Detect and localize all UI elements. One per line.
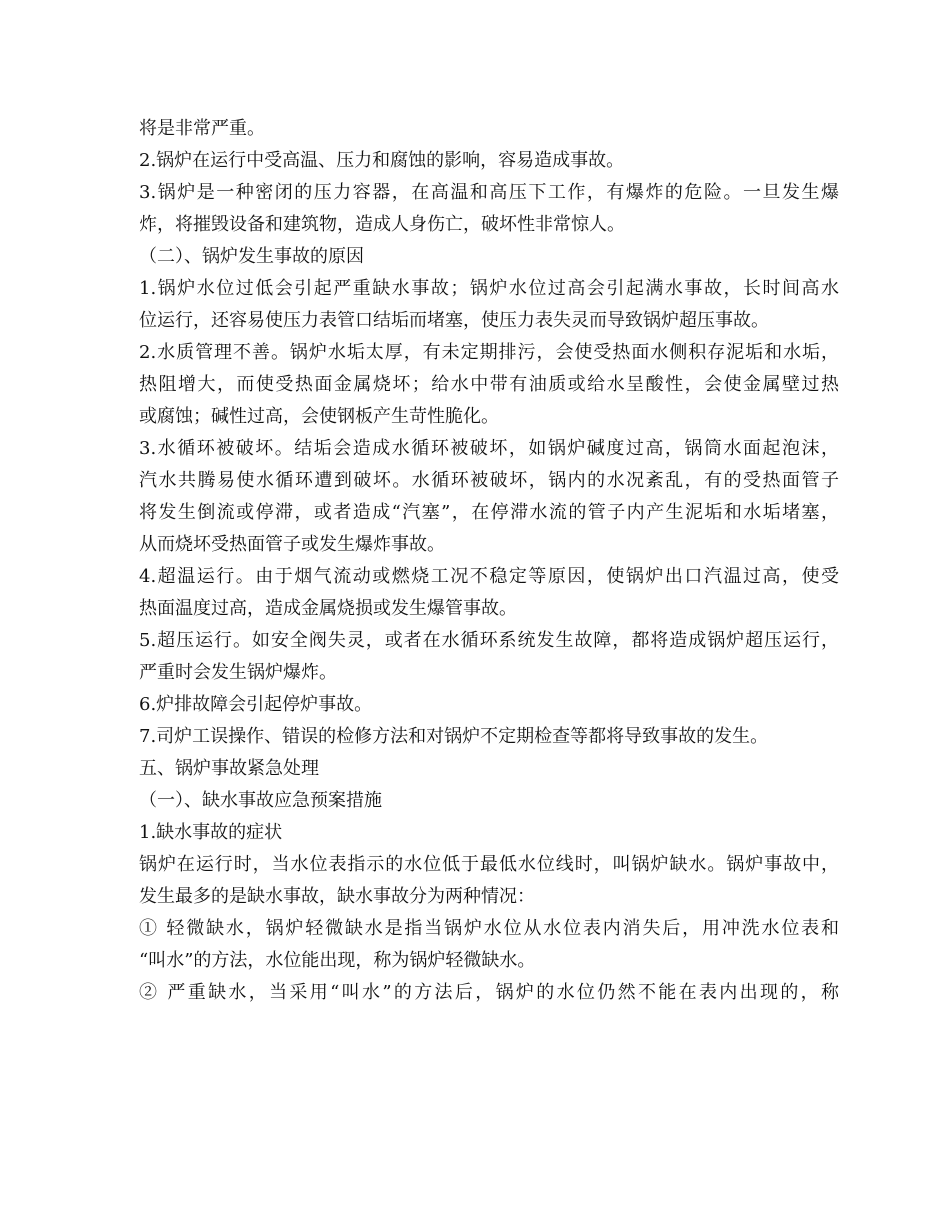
list-item: 7.司炉工误操作、错误的检修方法和对锅炉不定期检查等都将导致事故的发生。 bbox=[139, 726, 769, 747]
text-line: 位运行，还容易使压力表管口结垢而堵塞，使压力表失灵而导致锅炉超压事故。 bbox=[139, 310, 769, 331]
list-item: 2.水质管理不善。锅炉水垢太厚，有未定期排污，会使受热面水侧积存泥垢和水垢， bbox=[139, 342, 839, 363]
section-heading: （二）、锅炉发生事故的原因 bbox=[139, 246, 364, 267]
list-item: 6.炉排故障会引起停炉事故。 bbox=[139, 694, 373, 715]
list-item: 5.超压运行。如安全阀失灵，或者在水循环系统发生故障，都将造成锅炉超压运行， bbox=[139, 630, 839, 651]
subsection-heading: （一）、缺水事故应急预案措施 bbox=[139, 790, 382, 811]
text-line: 将是非常严重。 bbox=[139, 118, 265, 139]
text-line: 严重时会发生锅炉爆炸。 bbox=[139, 662, 337, 683]
text-line: 发生最多的是缺水事故，缺水事故分为两种情况： bbox=[139, 886, 535, 907]
document-body bbox=[139, 113, 839, 1009]
list-item: 1.缺水事故的症状 bbox=[139, 822, 283, 843]
text-line: 炸，将摧毁设备和建筑物，造成人身伤亡，破坏性非常惊人。 bbox=[139, 214, 625, 235]
list-item: ① 轻微缺水，锅炉轻微缺水是指当锅炉水位从水位表内消失后，用冲洗水位表和 bbox=[139, 918, 839, 939]
text-line: 将发生倒流或停滞，或者造成“汽塞”，在停滞水流的管子内产生泥垢和水垢堵塞， bbox=[139, 502, 839, 523]
list-item: ② 严重缺水，当采用“叫水”的方法后，锅炉的水位仍然不能在表内出现的，称 bbox=[139, 982, 839, 1003]
list-item: 4.超温运行。由于烟气流动或燃烧工况不稳定等原因，使锅炉出口汽温过高，使受 bbox=[139, 566, 839, 587]
text-line: 热面温度过高，造成金属烧损或发生爆管事故。 bbox=[139, 598, 517, 619]
text-line: 热阻增大，而使受热面金属烧坏；给水中带有油质或给水呈酸性，会使金属壁过热 bbox=[139, 374, 839, 395]
list-item: 3.水循环被破坏。结垢会造成水循环被破坏，如锅炉碱度过高，锅筒水面起泡沫， bbox=[139, 438, 839, 459]
text-line: 汽水共腾易使水循环遭到破坏。水循环被破坏，锅内的水况紊乱，有的受热面管子 bbox=[139, 470, 839, 491]
text-line: 从而烧坏受热面管子或发生爆炸事故。 bbox=[139, 534, 445, 555]
list-item: 2.锅炉在运行中受高温、压力和腐蚀的影响，容易造成事故。 bbox=[139, 150, 625, 171]
section-heading: 五、锅炉事故紧急处理 bbox=[139, 758, 319, 779]
list-item: 1.锅炉水位过低会引起严重缺水事故；锅炉水位过高会引起满水事故，长时间高水 bbox=[139, 278, 839, 299]
text-line: 锅炉在运行时，当水位表指示的水位低于最低水位线时，叫锅炉缺水。锅炉事故中， bbox=[139, 854, 839, 875]
list-item: 3.锅炉是一种密闭的压力容器，在高温和高压下工作，有爆炸的危险。一旦发生爆 bbox=[139, 182, 839, 203]
text-line: “叫水”的方法，水位能出现，称为锅炉轻微缺水。 bbox=[139, 950, 536, 971]
text-line: 或腐蚀；碱性过高，会使钢板产生苛性脆化。 bbox=[139, 406, 499, 427]
